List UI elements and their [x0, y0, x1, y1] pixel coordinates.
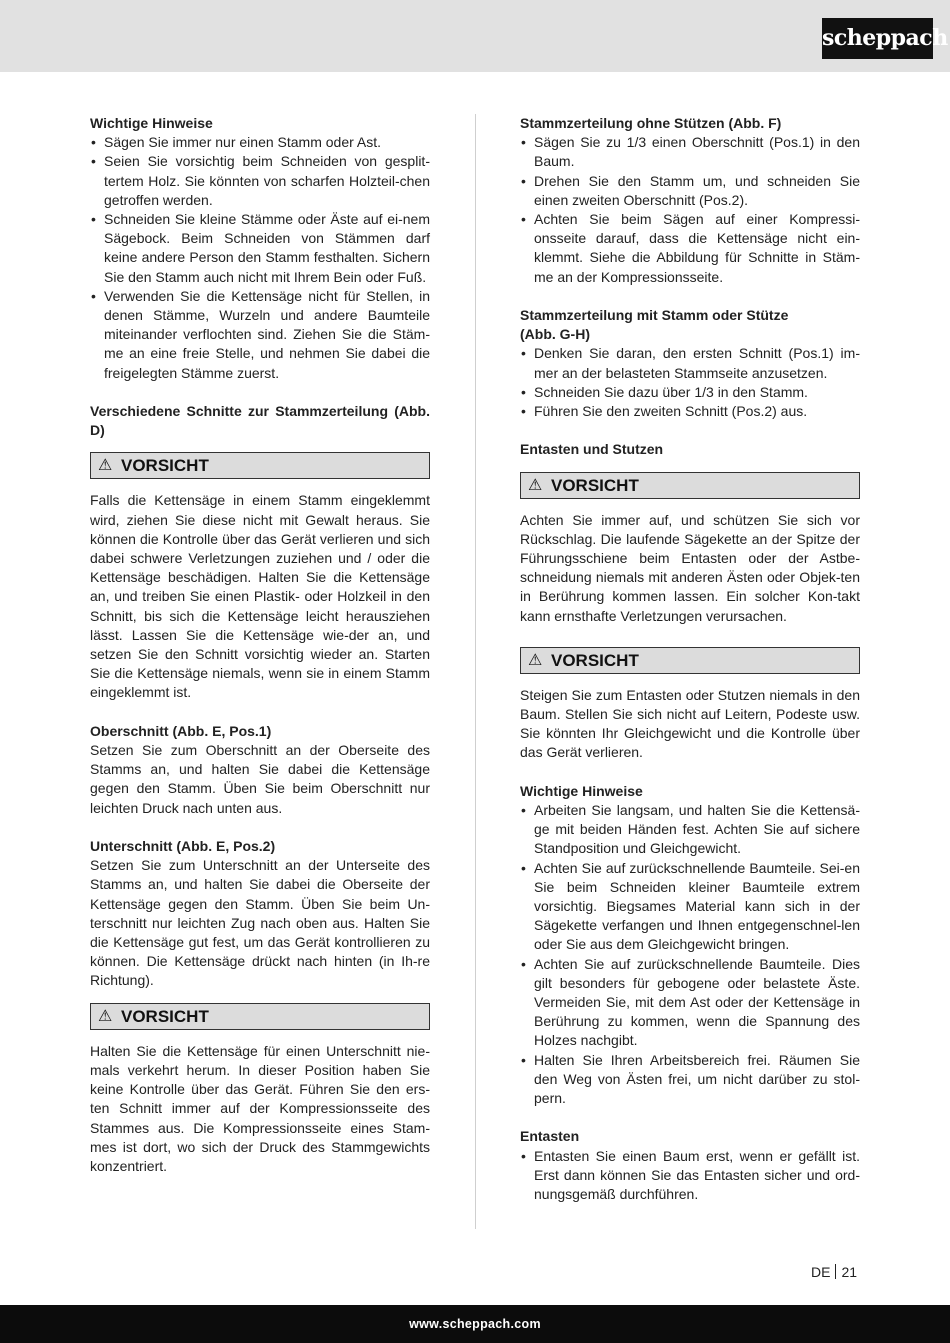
page-language: DE: [811, 1264, 831, 1280]
warning-triangle-icon: ⚠: [98, 457, 113, 475]
list-item: • Seien Sie vorsichtig beim Schneiden von gesplit-tertem Holz. Sie könnten von scharfen Holzteil-chen getroffen werden.: [90, 152, 430, 210]
heading-delimbing: Entasten: [520, 1128, 580, 1145]
paragraph-overcut: Setzen Sie zum Oberschnitt an der Oberseite des Stamms an, und halten Sie dabei die Kettensäge gegen den Stamm. Üben Sie beim Oberschnitt nur leichten Druck nach unten aus.: [90, 742, 430, 816]
footer-url[interactable]: www.scheppach.com: [409, 1317, 541, 1331]
warning-label: VORSICHT: [121, 456, 209, 476]
list-item: • Drehen Sie den Stamm um, und schneiden Sie einen zweiten Oberschnitt (Pos.2).: [520, 172, 860, 210]
warning-triangle-icon: ⚠: [528, 651, 543, 669]
list-item: • Denken Sie daran, den ersten Schnitt (Pos.1) im-mer an der belasteten Stammseite anzusetzen.: [520, 344, 860, 382]
list-item: • Schneiden Sie dazu über 1/3 in den Stamm.: [520, 383, 860, 402]
bullet-list: [520, 1147, 860, 1205]
bullet-list: [520, 344, 860, 421]
footer-band: [0, 1305, 950, 1343]
paragraph-kickback: Achten Sie immer auf, und schützen Sie sich vor Rückschlag. Die laufende Sägekette an der Spitze der Führungsschiene beim Entasten oder der Astbe-schneidung niemals mit anderen Ästen oder Objek-ten in Berührung kommen lassen. Ein solcher Kon-takt kann ernsthafte Verletzungen verursachen.: [520, 511, 860, 624]
list-item: • Arbeiten Sie langsam, und halten Sie die Kettensä-ge mit beiden Händen fest. Achten Sie auf sichere Standposition und Gleichgewicht.: [520, 801, 860, 859]
warning-label: VORSICHT: [121, 1006, 209, 1026]
heading-no-support: Stammzerteilung ohne Stützen (Abb. F): [520, 115, 782, 131]
right-column: [520, 114, 860, 1204]
heading-delimbing-pruning: Entasten und Stutzen: [520, 441, 664, 458]
left-column: [90, 114, 430, 1176]
header-band: [0, 0, 950, 72]
list-item: • Verwenden Sie die Kettensäge nicht für Stellen, in denen Stämme, Wurzeln und andere Baumteile miteinander verflochten sind. Ziehen Sie die Stäm-me an eine freie Stelle, und nehmen Sie dabei die freigelegten Stämme zuerst.: [90, 287, 430, 383]
list-item: • Führen Sie den zweiten Schnitt (Pos.2) aus.: [520, 402, 860, 421]
paragraph-jammed-saw: Falls die Kettensäge in einem Stamm eingeklemmt wird, ziehen Sie diese nicht mit Gewalt heraus. Sie können die Kontrolle über das Gerät verlieren und sich dabei schwere Verletzungen zuziehen und / oder die Kettensäge beschädigen. Halten Sie die Kettensäge an, und treiben Sie einen Plastik- oder Holzkeil in den Schnitt, bis sich die Kettensäge leicht herausziehen lässt. Lassen Sie die Kettensäge wie-der an, und setzen Sie den Schnitt vorsichtig wieder an. Starten Sie die Kettensäge niemals, wenn sie in einem Stamm eingeklemmt ist.: [90, 492, 430, 701]
bullet-list: [90, 133, 430, 383]
scheppach-logo: scheppach: [822, 18, 933, 59]
paragraph-undercut-warning: Halten Sie die Kettensäge für einen Unterschnitt nie-mals verkehrt herum. In dieser Position haben Sie keine Kontrolle über das Gerät. Führen Sie den ers-ten Schnitt immer auf der Kompressionsseite des Stammes aus. Die Kompressionsseite eines Stam-mes ist dort, wo sich der Druck des Stammgewichts konzentriert.: [90, 1042, 430, 1174]
warning-box: [520, 647, 860, 674]
warning-label: VORSICHT: [551, 475, 639, 495]
page-number-value: 21: [841, 1264, 858, 1280]
list-item: • Achten Sie auf zurückschnellende Baumteile. Sei-en Sie beim Schneiden kleiner Baumteile extrem vorsichtig. Biegsames Material kann sich in der Sägekette verfangen und Ihnen entgegenschnel-len oder Sie aus dem Gleichgewicht bringen.: [520, 859, 860, 955]
warning-box: [90, 1003, 430, 1030]
warning-label: VORSICHT: [551, 650, 639, 670]
heading-important-notes: Wichtige Hinweise: [90, 115, 213, 131]
heading-with-support: Stammzerteilung mit Stamm oder Stütze: [520, 307, 789, 324]
warning-triangle-icon: ⚠: [98, 1007, 113, 1025]
heading-with-support-ref: (Abb. G-H): [520, 326, 590, 343]
list-item: • Achten Sie auf zurückschnellende Baumteile. Dies gilt besonders für gebogene oder belastete Äste. Vermeiden Sie, mit dem Ast oder der Kettensäge in Berührung zu kommen, wenn die Spannung des Holzes nachgibt.: [520, 955, 860, 1051]
heading-cut-types: Verschiedene Schnitte zur Stammzerteilung (Abb. D): [90, 403, 430, 439]
heading-overcut: Oberschnitt (Abb. E, Pos.1): [90, 722, 272, 739]
list-item: • Sägen Sie immer nur einen Stamm oder Ast.: [90, 133, 430, 152]
bullet-list: [520, 801, 860, 1108]
paragraph-undercut: Setzen Sie zum Unterschnitt an der Unterseite des Stamms an, und halten Sie dabei die Oberseite der Kettensäge gegen den Stamm. Üben Sie beim Un-terschnitt nur leichten Zug nach oben aus. Halten Sie die Kettensäge gut fest, um das Gerät kontrollieren zu können. Die Kettensäge drückt nach hinten (in Ih-re Richtung).: [90, 857, 430, 989]
list-item: • Schneiden Sie kleine Stämme oder Äste auf ei-nem Sägebock. Beim Schneiden von Stämmen darf keine andere Person den Stamm festhalten. Sichern Sie den Stamm auch nicht mit Ihrem Bein oder Fuß.: [90, 210, 430, 287]
list-item: • Achten Sie beim Sägen auf einer Kompressi-onsseite darauf, dass die Kettensäge nicht ein-klemmt. Siehe die Abbildung für Schnitte in Stäm-me an der Kompressionsseite.: [520, 210, 860, 287]
page-number-separator: [835, 1264, 836, 1279]
warning-triangle-icon: ⚠: [528, 476, 543, 494]
paragraph-no-climbing: Steigen Sie zum Entasten oder Stutzen niemals in den Baum. Stellen Sie sich nicht auf Leitern, Podeste usw. Sie könnten Ihr Gleichgewicht und die Kontrolle über das Gerät verlieren.: [520, 686, 860, 761]
warning-box: [520, 472, 860, 499]
list-item: • Sägen Sie zu 1/3 einen Oberschnitt (Pos.1) in den Baum.: [520, 133, 860, 171]
list-item: • Halten Sie Ihren Arbeitsbereich frei. Räumen Sie den Weg von Ästen frei, um nicht darüber zu stol-pern.: [520, 1051, 860, 1109]
column-divider: [475, 114, 476, 1229]
warning-box: [90, 452, 430, 479]
bullet-list: [520, 133, 860, 287]
heading-undercut: Unterschnitt (Abb. E, Pos.2): [90, 838, 276, 855]
list-item: • Entasten Sie einen Baum erst, wenn er gefällt ist. Erst dann können Sie das Entasten sicher und ord-nungsgemäß durchführen.: [520, 1147, 860, 1205]
page-number: [811, 1264, 857, 1280]
heading-important-notes: Wichtige Hinweise: [520, 782, 643, 799]
